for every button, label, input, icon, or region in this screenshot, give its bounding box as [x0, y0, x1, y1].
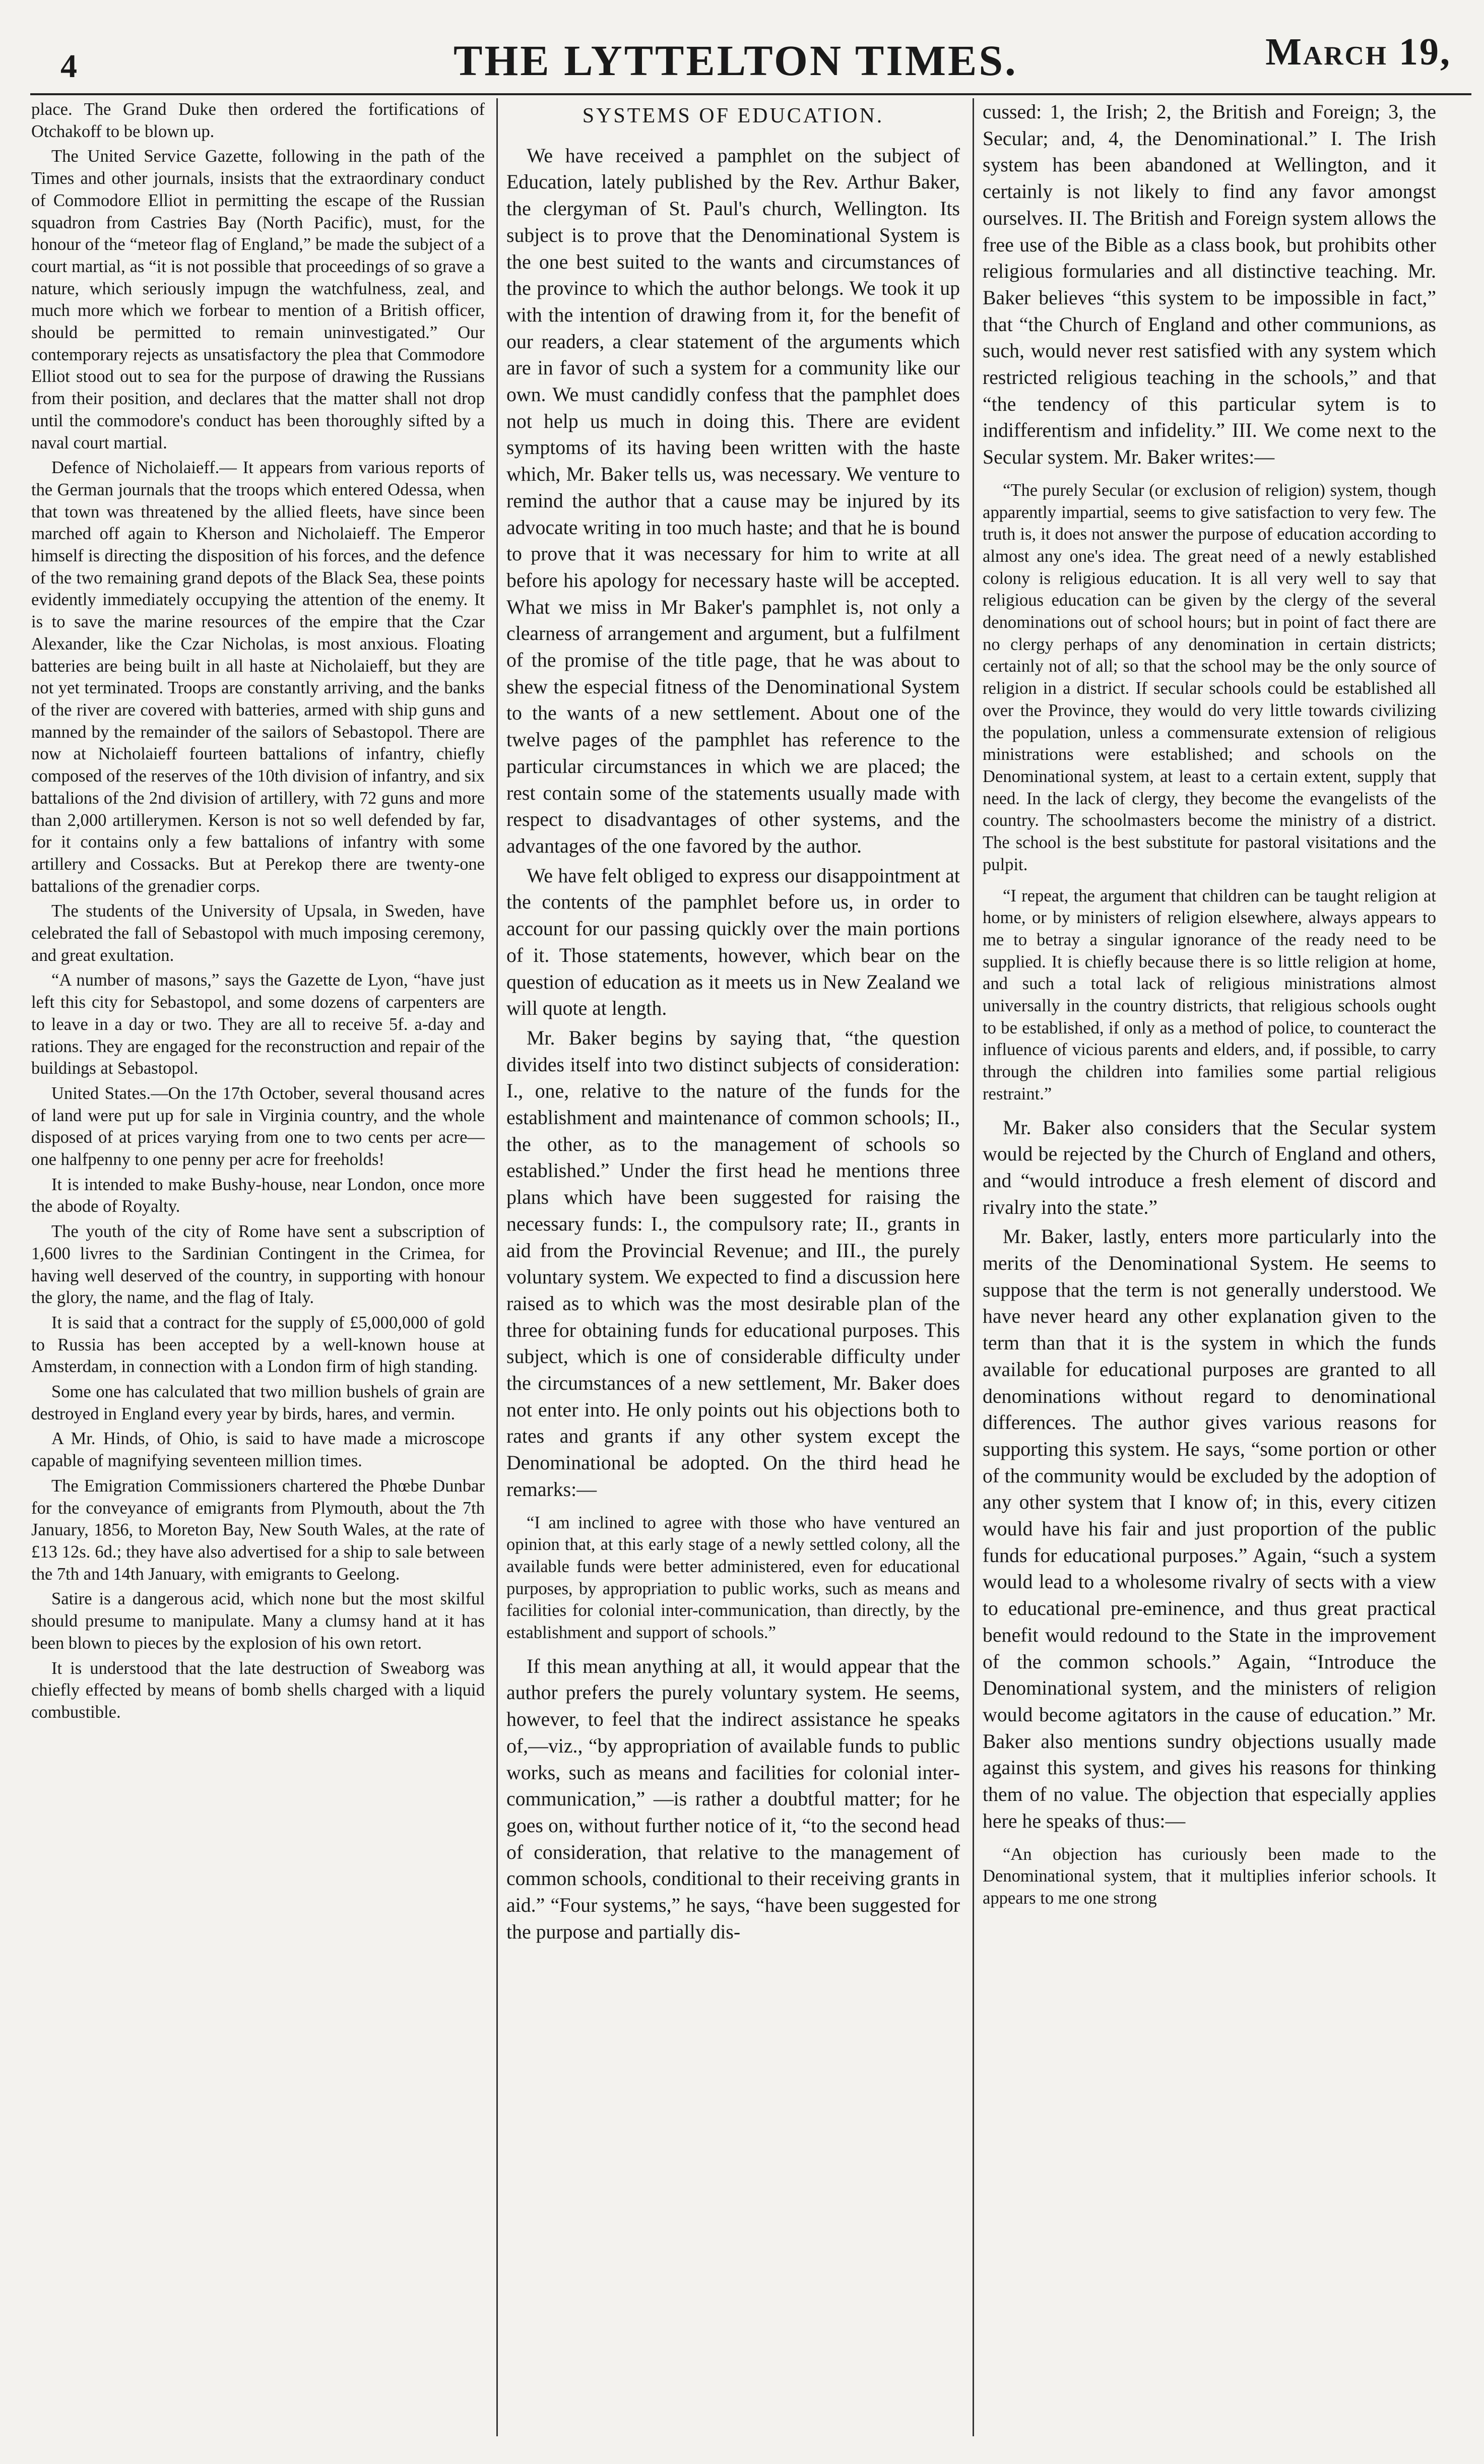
block-quote: “An objection has curiously been made to the Denominational system, that it multiplies inferior schools. It appears to me one strong — [983, 1844, 1436, 1908]
paragraph: It is understood that the late destruction of Sweaborg was chiefly effected by means of bomb shells charged with a liquid combustible. — [31, 1658, 485, 1722]
paragraph: Mr. Baker begins by saying that, “the question divides itself into two distinct subjects of consideration: I., one, relative to the nature of the funds for the establishment and maintenance of common schools; II., the other, as to the management of schools so established.” Under the first head he mentions three plans which have been suggested for raising the necessary funds: I., the compulsory rate; II., grants in aid from the Provincial Revenue; and III., the purely voluntary system. We expected to find a discussion here raised as to which was the most desirable plan of the three for obtaining funds for educational purposes. This subject, which is one of considerable difficulty under the circumstances of a new settlement, Mr. Baker does not enter into. He only points out his objections both to rates and grants if any other system except the Denominational be adopted. On the third head he remarks:— — [506, 1026, 960, 1501]
paragraph: place. The Grand Duke then ordered the fortifications of Otchakoff to be blown up. — [31, 100, 485, 141]
paragraph: Mr. Baker also considers that the Secular system would be rejected by the Church of England and others, and “would introduce a fresh element of discord and rivalry into the state.” — [983, 1116, 1436, 1218]
masthead-rule — [30, 93, 1471, 95]
block-quote: “I repeat, the argument that children can be taught religion at home, or by ministers of religion elsewhere, always appears to me to betray a singular ignorance of the ready need to be supplied. It is chiefly because there is so little religion at home, and such a total lack of religious ministrations almost universally in the country districts, that religious schools ought to be established, if only as a method of police, to counteract the influence of vicious parents and elders, and, if possible, to carry through the children into families some partial religious restraint.” — [983, 886, 1436, 1104]
masthead — [40, 30, 1461, 91]
paragraph: The youth of the city of Rome have sent a subscription of 1,600 livres to the Sardinian Contingent in the Crimea, for having well deserved of the country, in supporting with honour the glory, the name, and the flag of Italy. — [31, 1222, 485, 1308]
paragraph: If this mean anything at all, it would appear that the author prefers the purely voluntary system. He seems, however, to feel that the indirect assistance he speaks of,—viz., “by appropriation of available funds to public works, such as means and facilities for colonial inter-communication,” —is rather a doubtful matter; for he goes on, without further notice of it, “to the second head of consideration, that relative to the management of common schools, conditional to their receiving grants in aid.” “Four systems,” he says, “have been suggested for the purpose and partially dis- — [506, 1655, 960, 1943]
paragraph: We have felt obliged to express our disappointment at the contents of the pamphlet before us, in order to account for our passing quickly over the main portions of it. Those statements, however, which bear on the question of education as it meets us in New Zealand we will quote at length. — [506, 864, 960, 1020]
article-heading: SYSTEMS OF EDUCATION. — [582, 104, 884, 127]
issue-date: March 19, — [1265, 31, 1451, 73]
column-divider — [496, 98, 498, 2436]
paragraph: Mr. Baker, lastly, enters more particularly into the merits of the Denominational System. He seems to suppose that the term is not generally understood. We have never heard any other explanation given to the term than that it is the system in which the funds available for educational purposes are granted to all denominations without regard to denominational differences. The author gives various reasons for supporting this system. He says, “some portion or other of the community would be excluded by the adoption of any other system that I know of; in this, every citizen would have his fair and just proportion of the public funds for educational purposes.” Again, “such a system would lead to a wholesome rivalry of sects with a view to educational pre-eminence, and thus great practical benefit would redound to the State in the improvement of the common schools.” Again, “Introduce the Denominational system, and the ministers of religion would become agitators in the cause of education.” Mr. Baker also mentions sundry objections usually made against this system, and gives his reasons for thinking them of no value. The objection that especially applies here he speaks of thus:— — [983, 1225, 1436, 1832]
news-column-1 — [31, 99, 485, 2437]
block-quote: “The purely Secular (or exclusion of religion) system, though apparently impartial, seems to give satisfaction to very few. The truth is, it does not answer the purpose of education according to almost any one's idea. The great need of a newly established colony is religious education. It is all very well to say that religious education can be given by the clergy of the several denominations out of school hours; but in point of fact there are no clergy perhaps of any denomination in certain districts; certainly not of all; so that the school may be the only source of religion in a district. If secular schools could be established all over the Province, they would do very little towards civilizing the population, unless a commensurate extension of religious ministrations were established; and schools on the Denominational system, at least to a certain extent, supply that need. In the lack of clergy, they become the evangelists of the country. The schoolmasters become the ministry of a district. The school is the best substitute for pastoral visitations and the pulpit. — [983, 480, 1436, 874]
paragraph: Some one has calculated that two million bushels of grain are destroyed in England every year by birds, hares, and vermin. — [31, 1382, 485, 1423]
paragraph: cussed: 1, the Irish; 2, the British and Foreign; 3, the Secular; and, 4, the Denominational.” I. The Irish system has been abandoned at Wellington, and it certainly is not likely to find any favor amongst ourselves. II. The British and Foreign system allows the free use of the Bible as a class book, but prohibits other religious formularies and all distinctive teaching. Mr. Baker believes “this system to be impossible in fact,” that “the Church of England and other communions, as such, would never rest satisfied with any system which restricted religious teaching in the schools,” and that “the tendency of this particular sytem is to indifferentism and infidelity.” III. We come next to the Secular system. Mr. Baker writes:— — [983, 101, 1436, 469]
paragraph: “A number of masons,” says the Gazette de Lyon, “have just left this city for Sebastopol, and some dozens of carpenters are to leave in a day or two. They are all to receive 5f. a-day and rations. They are engaged for the reconstruction and repair of the buildings at Sebastopol. — [31, 970, 485, 1078]
paragraph: We have received a pamphlet on the subject of Education, lately published by the Rev. Arthur Baker, the clergyman of St. Paul's church, Wellington. Its subject is to prove that the Denominational System is the one best suited to the wants and circumstances of the province to which the author belongs. We took it up with the intention of drawing from it, for the benefit of our readers, a clear statement of the arguments which are in favor of such a system for a community like our own. We must candidly confess that the pamphlet does not help us much in doing this. There are evident symptoms of its having been written with the haste which, Mr. Baker tells us, was necessary. We venture to remind the author that a cause may be injured by its advocate writing in too much haste; and that he is bound to prove that it was necessary for him to write at all before his apology for necessary haste will be accepted. What we miss in Mr Baker's pamphlet is, not only a clearness of arrangement and argument, but a fulfilment of the promise of the title page, that he was about to shew the especial fitness of the Denominational System to the wants of a new settlement. About one of the twelve pages of the pamphlet has reference to the particular circumstances in which we are placed; the rest contain some of the statements usually made with respect to disadvantages of other systems, and the advantages of the one favored by the author. — [506, 144, 960, 857]
column-divider — [973, 98, 974, 2436]
newspaper-title: THE LYTTELTON TIMES. — [454, 36, 1018, 85]
page-number: 4 — [60, 48, 77, 85]
block-quote: “I am inclined to agree with those who have ventured an opinion that, at this early stage of a newly settled colony, all the available funds were better administered, even for educational purposes, by appropriation to public works, such as means and facilities for colonial inter-communication, than directly, by the establishment and support of schools.” — [506, 1513, 960, 1643]
paragraph: Defence of Nicholaieff.— It appears from various reports of the German journals that the troops which entered Odessa, when that town was threatened by the allied fleets, have since been marched off again to Kherson and Nicholaieff. The Emperor himself is directing the disposition of his forces, and the defence of the two remaining grand depots of the Black Sea, these points evidently immediately occupying the attention of the enemy. It is to save the marine resources of the empire that the Czar Alexander, like the Czar Nicholas, is most anxious. Floating batteries are being built in all haste at Nicholaieff, but they are not yet terminated. Troops are constantly arriving, and the banks of the river are covered with batteries, armed with ship guns and manned by the remainder of the sailors of Sebastopol. There are now at Nicholaieff fourteen battalions of infantry, chiefly composed of the reserves of the 10th division of infantry, and six battalions of the 2nd division of artillery, with 72 guns and more than 2,000 artillerymen. Kerson is not so well defended by far, for it contains only a few battalions of infantry with some artillery and Cossacks. But at Perekop there are twenty-one battalions of the grenadier corps. — [31, 458, 485, 896]
paragraph: Satire is a dangerous acid, which none but the most skilful should presume to manipulate. Many a clumsy hand at it has been blown to pieces by the explosion of his own retort. — [31, 1589, 485, 1653]
paragraph: United States.—On the 17th October, several thousand acres of land were put up for sale in Virginia country, and the whole disposed of at prices varying from one to two cents per acre—one halfpenny to one penny per acre for freeholds! — [31, 1083, 485, 1170]
paragraph: It is said that a contract for the supply of £5,000,000 of gold to Russia has been accepted by a well-known house at Amsterdam, in connection with a London firm of high standing. — [31, 1313, 485, 1377]
paragraph: A Mr. Hinds, of Ohio, is said to have made a microscope capable of magnifying seventeen million times. — [31, 1429, 485, 1471]
news-column-3 — [983, 99, 1436, 2437]
paragraph: The United Service Gazette, following in the path of the Times and other journals, insists that the extraordinary conduct of Commodore Elliot in permitting the escape of the Russian squadron from Castries Bay (North Pacific), must, for the honour of the “meteor flag of England,” be made the subject of a court martial, as “it is not possible that proceedings of so grave a nature, which seriously impugn the watchfulness, zeal, and much more which we forbear to mention of a British officer, should be permitted to remain uninvestigated.” Our contemporary rejects as unsatisfactory the plea that Commodore Elliot stood out to sea for the purpose of drawing the Russians from their position, and declares that the matter shall not drop until the commodore's conduct has been thoroughly sifted by a naval court martial. — [31, 147, 485, 452]
paragraph: The Emigration Commissioners chartered the Phœbe Dunbar for the conveyance of emigrants from Plymouth, about the 7th January, 1856, to Moreton Bay, New South Wales, at the rate of £13 12s. 6d.; they have also advertised for a ship to sale between the 7th and 14th January, with emigrants to Geelong. — [31, 1476, 485, 1584]
paragraph: It is intended to make Bushy-house, near London, once more the abode of Royalty. — [31, 1175, 485, 1216]
news-column-2 — [506, 99, 960, 2437]
paragraph: The students of the University of Upsala, in Sweden, have celebrated the fall of Sebastopol with much imposing ceremony, and great exultation. — [31, 901, 485, 965]
